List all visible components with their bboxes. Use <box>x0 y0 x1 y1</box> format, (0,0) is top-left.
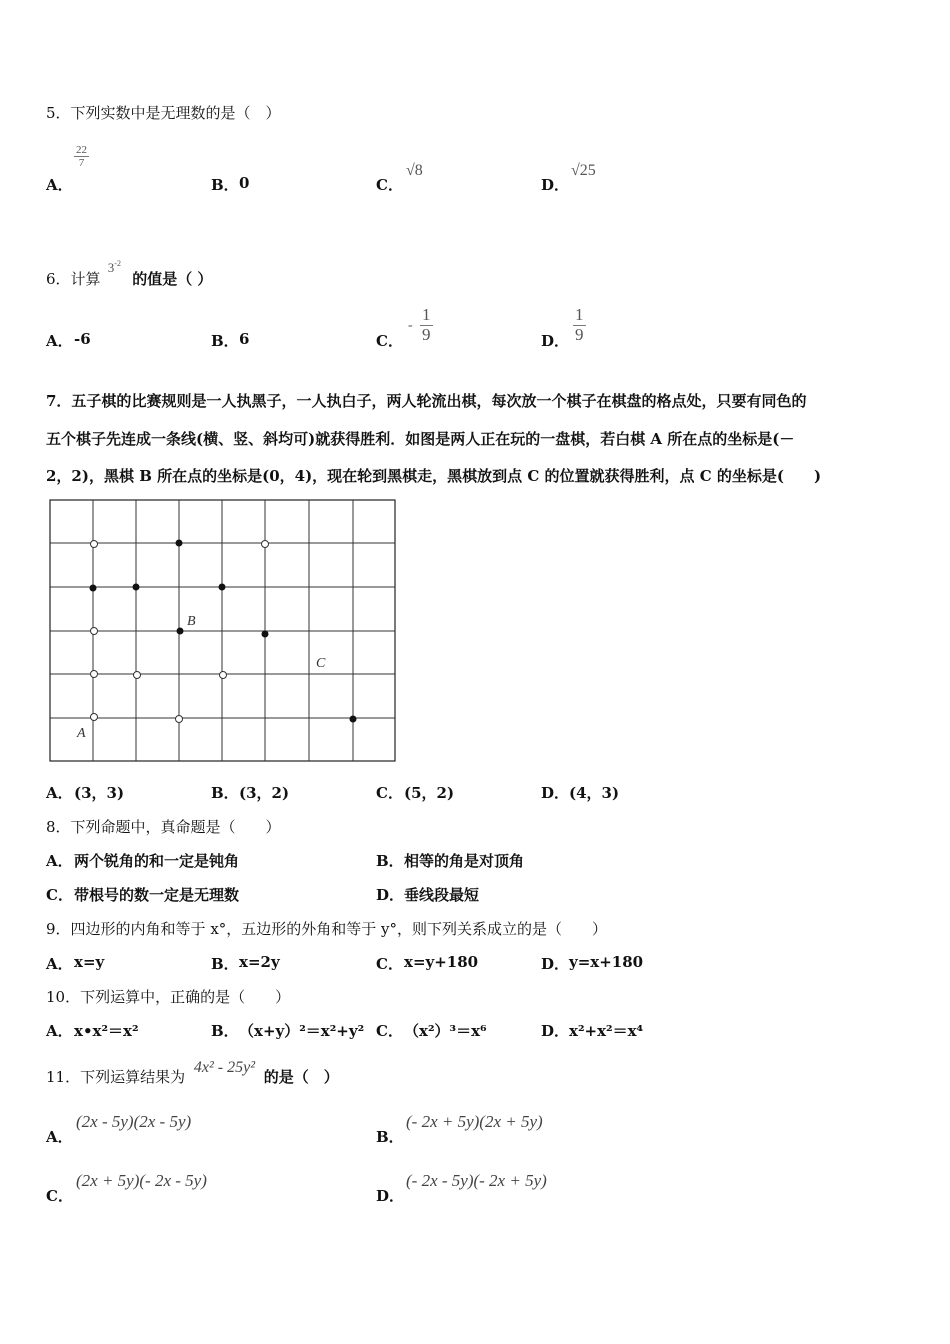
q9-option-d-text: y=x+180 <box>569 953 644 971</box>
white-stone <box>91 671 98 678</box>
q8-option-a-text: 两个锐角的和一定是钝角 <box>74 852 240 870</box>
q7-option-b-text: (3，2) <box>239 784 290 802</box>
q9-option-d-label[interactable]: D． <box>541 955 570 973</box>
q8-option-b-label[interactable]: B． <box>376 852 404 870</box>
q6-option-c-fraction: $\frac{1}{9}$ <box>422 305 431 344</box>
q11-option-c-text: (2x + 5y)(- 2x - 5y) <box>76 1171 207 1190</box>
q10-stem: 10．下列运算中，正确的是（ ） <box>46 988 291 1006</box>
q7-option-c-label[interactable]: C． <box>376 784 403 802</box>
q6-stem <box>46 259 213 289</box>
label-b: B <box>187 614 196 629</box>
black-stone <box>262 631 269 638</box>
q7-option-a-label[interactable]: A． <box>46 784 73 802</box>
q9-stem: 9．四边形的内角和等于 x°，五边形的外角和等于 y°，则下列关系成立的是（ ） <box>46 920 608 938</box>
q7-go-board <box>48 498 398 764</box>
black-stone <box>350 716 357 723</box>
q7-option-a-text: (3，3) <box>74 784 125 802</box>
q11-option-d-label[interactable]: D． <box>376 1187 405 1205</box>
q7-line1: 7．五子棋的比赛规则是一人执黑子，一人执白子，两人轮流出棋，每次放一个棋子在棋盘的格点处，只要有同色的 <box>46 392 807 410</box>
q6-option-b-label[interactable]: B． <box>211 332 239 350</box>
q10-option-c-text: （x²）³＝x⁶ <box>404 1022 487 1040</box>
q9-option-a-label[interactable]: A． <box>46 955 73 973</box>
label-c: C <box>316 656 326 671</box>
q6-option-c-label[interactable]: C． <box>376 332 403 350</box>
q7-option-c-text: (5，2) <box>404 784 455 802</box>
q11-option-d-text: (- 2x - 5y)(- 2x + 5y) <box>406 1171 547 1190</box>
q10-option-c-label[interactable]: C． <box>376 1022 403 1040</box>
q10-option-a-text: x•x²＝x² <box>74 1022 139 1040</box>
q8-option-d-label[interactable]: D． <box>376 886 405 904</box>
q6-prefix: 6．计算 <box>46 270 101 288</box>
q5-option-b-text: 0 <box>239 174 250 192</box>
q10-option-d-label[interactable]: D． <box>541 1022 570 1040</box>
q5-option-c-label[interactable]: C． <box>376 176 403 194</box>
q6-expr-exp: -2 <box>114 259 121 268</box>
q5-option-a-label[interactable]: A． <box>46 176 73 194</box>
black-stone <box>90 585 97 592</box>
white-stone <box>176 716 183 723</box>
q6-option-a-text: -6 <box>74 330 91 348</box>
q5-option-a-fraction: $\frac{22}{7}$ <box>76 144 87 170</box>
q5-option-c-sqrt: √8 <box>406 162 423 179</box>
q9-option-a-text: x=y <box>74 953 105 971</box>
q11-option-b-label[interactable]: B． <box>376 1128 404 1146</box>
white-stone <box>220 672 227 679</box>
white-stone <box>91 541 98 548</box>
q9-option-c-label[interactable]: C． <box>376 955 403 973</box>
q11-option-a-text: (2x - 5y)(2x - 5y) <box>76 1112 192 1131</box>
white-stone <box>134 672 141 679</box>
q11-suffix: 的是（ ） <box>263 1068 339 1086</box>
q10-option-a-label[interactable]: A． <box>46 1022 73 1040</box>
q11-option-a-label[interactable]: A． <box>46 1128 73 1146</box>
black-stone <box>176 540 183 547</box>
q11-prefix: 11．下列运算结果为 <box>46 1068 186 1086</box>
q5-option-d-label[interactable]: D． <box>541 176 570 194</box>
q9-option-b-label[interactable]: B． <box>211 955 239 973</box>
q10-option-b-text: （x+y）²＝x²+y² <box>239 1022 365 1040</box>
white-stone <box>262 541 269 548</box>
q8-option-c-label[interactable]: C． <box>46 886 73 904</box>
q7-option-d-label[interactable]: D． <box>541 784 570 802</box>
black-stone <box>133 584 140 591</box>
q7-option-d-text: (4，3) <box>569 784 620 802</box>
q6-expr-base: 3 <box>107 260 115 275</box>
white-stone <box>91 628 98 635</box>
q7-line2: 五个棋子先连成一条线(横、竖、斜均可)就获得胜利．如图是两人正在玩的一盘棋，若白棋 A 所在点的坐标是(－ <box>46 430 795 448</box>
q11-option-b-text: (- 2x + 5y)(2x + 5y) <box>406 1112 543 1131</box>
q6-option-b-text: 6 <box>239 330 250 348</box>
q11-expr: 4x² - 25y² <box>193 1059 255 1076</box>
q8-stem: 8．下列命题中，真命题是（ ） <box>46 818 281 836</box>
q7-option-b-label[interactable]: B． <box>211 784 239 802</box>
black-stone <box>177 628 184 635</box>
q6-option-d-label[interactable]: D． <box>541 332 570 350</box>
black-stone <box>219 584 226 591</box>
q10-option-d-text: x²+x²＝x⁴ <box>569 1022 644 1040</box>
q6-option-a-label[interactable]: A． <box>46 332 73 350</box>
q5-option-b-label[interactable]: B． <box>211 176 239 194</box>
q5-option-d-sqrt: √25 <box>571 162 596 179</box>
q9-option-c-text: x=y+180 <box>404 953 479 971</box>
q6-suffix: 的值是（ ） <box>132 270 213 288</box>
q11-stem <box>46 1059 339 1087</box>
q10-option-b-label[interactable]: B． <box>211 1022 239 1040</box>
q8-option-c-text: 带根号的数一定是无理数 <box>74 886 240 904</box>
q7-line3: 2，2)，黑棋 B 所在点的坐标是(0，4)，现在轮到黑棋走，黑棋放到点 C 的位置就获得胜利，点 C 的坐标是( ) <box>46 467 822 485</box>
q8-option-b-text: 相等的角是对顶角 <box>404 852 525 870</box>
q9-option-b-text: x=2y <box>239 953 280 971</box>
q8-option-d-text: 垂线段最短 <box>404 886 480 904</box>
q6-option-d-fraction: $\frac{1}{9}$ <box>575 305 584 344</box>
q5-stem: 5．下列实数中是无理数的是（ ） <box>46 104 281 122</box>
q6-option-c-sign: - <box>408 318 413 333</box>
q8-option-a-label[interactable]: A． <box>46 852 73 870</box>
label-a: A <box>77 726 86 741</box>
q11-option-c-label[interactable]: C． <box>46 1187 73 1205</box>
white-stone <box>91 714 98 721</box>
